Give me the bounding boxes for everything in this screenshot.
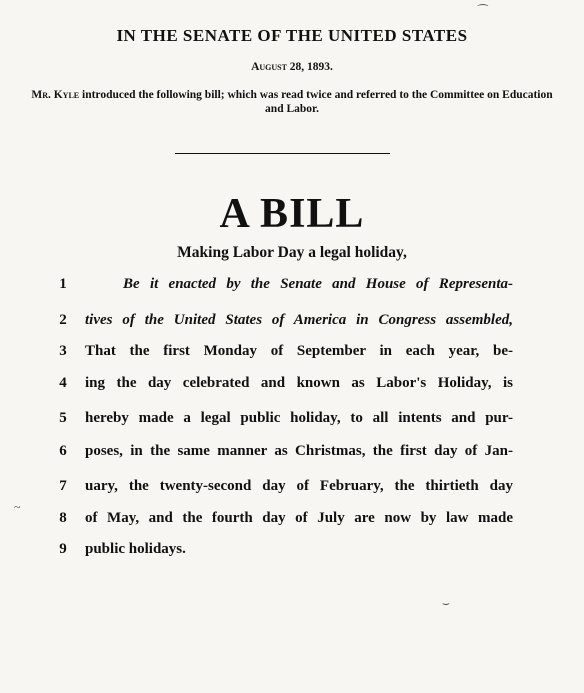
line-number: 4 (59, 375, 67, 391)
chamber-heading: IN THE SENATE OF THE UNITED STATES (116, 26, 468, 45)
stray-mark: ⌣ (442, 596, 450, 610)
separator-rule (175, 153, 390, 154)
line-text: ing the day celebrated and known as Labor's Holiday, is (85, 375, 513, 391)
line-text: of May, and the fourth day of July are now by law made (85, 510, 513, 526)
bill-date-text: August 28, 1893. (251, 61, 333, 73)
bill-line (0, 510, 584, 532)
stray-mark: ~ (14, 500, 21, 514)
line-number: 3 (59, 343, 67, 359)
sponsor-name: Mr. Kyle (31, 89, 80, 101)
line-text: poses, in the same manner as Christmas, the first day of Jan- (85, 443, 513, 459)
line-number: 2 (59, 312, 67, 328)
bill-line (0, 443, 584, 465)
line-number: 1 (59, 276, 67, 292)
line-number: 5 (59, 410, 67, 426)
line-number: 6 (59, 443, 67, 459)
introduction-text: introduced the following bill; which was read twice and referred to the Committee on Education and Labor. (82, 89, 553, 115)
line-number: 7 (59, 478, 67, 494)
line-text: Be it enacted by the Senate and House of Representa- (123, 276, 513, 292)
line-text: uary, the twenty-second day of February, the thirtieth day (85, 478, 513, 494)
bill-heading: A BILL (219, 191, 365, 237)
bill-line (0, 276, 584, 298)
line-text: hereby made a legal public holiday, to all intents and pur- (85, 410, 513, 426)
bill-line (0, 343, 584, 365)
bill-line (0, 312, 584, 334)
line-text: That the first Monday of September in each year, be- (85, 343, 513, 359)
line-number: 9 (59, 541, 67, 557)
line-text: public holidays. (85, 541, 186, 557)
bill-line (0, 478, 584, 500)
line-number: 8 (59, 510, 67, 526)
bill-line (0, 375, 584, 397)
bill-line (0, 541, 584, 563)
line-text: tives of the United States of America in Congress assembled, (85, 312, 513, 328)
bill-date (0, 61, 584, 73)
bill-line (0, 410, 584, 432)
introduction-statement (30, 88, 554, 116)
bill-subtitle: Making Labor Day a legal holiday, (177, 244, 407, 261)
stray-mark: ⁀ (478, 4, 488, 18)
